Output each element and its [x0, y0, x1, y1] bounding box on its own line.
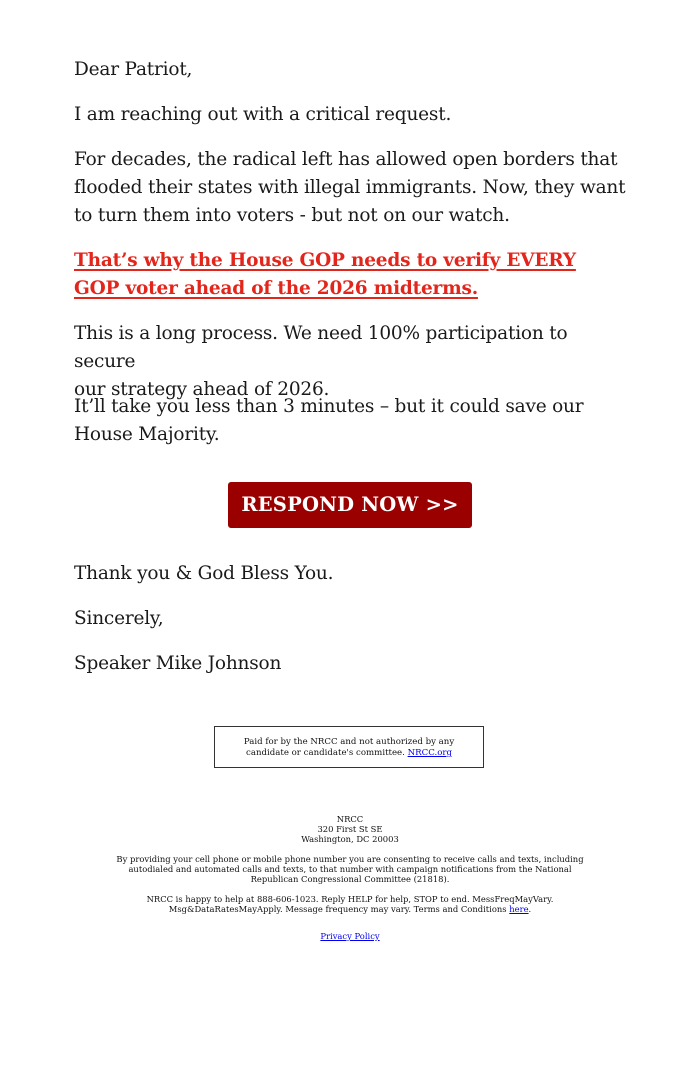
footer-address — [0, 814, 700, 844]
process-line-2: our strategy ahead of 2026. — [74, 379, 330, 400]
thanks-line: Thank you & God Bless You. — [74, 563, 334, 584]
disclaimer-line-1: Paid for by the NRCC and not authorized by any — [243, 737, 455, 747]
closing-line: Sincerely, — [74, 608, 164, 629]
headline-line-2[interactable]: GOP voter ahead of the 2026 midterms. — [74, 278, 478, 299]
intro-paragraph: I am reaching out with a critical request. — [74, 104, 452, 125]
help-line-2: Msg&DataRatesMayApply. Message frequency may vary. Terms and Conditions here. — [168, 904, 532, 914]
consent-line-2: autodialed and automated calls and texts, to that number with campaign notifications from the National — [128, 864, 572, 874]
minutes-line-1: It’ll take you less than 3 minutes – but it could save our — [74, 396, 584, 417]
help-line-2-text: Msg&DataRatesMayApply. Message frequency may vary. Terms and Conditions — [168, 904, 507, 914]
borders-line-1: For decades, the radical left has allowed open borders that — [74, 149, 618, 170]
minutes-line-2: House Majority. — [74, 424, 220, 445]
nrcc-link[interactable]: NRCC.org — [407, 747, 452, 758]
terms-link[interactable]: here — [509, 904, 529, 914]
footer-help — [0, 894, 700, 914]
footer-street: 320 First St SE — [317, 824, 383, 834]
signature: Speaker Mike Johnson — [74, 653, 282, 674]
greeting: Dear Patriot, — [74, 59, 193, 80]
disclaimer-line-2 — [215, 748, 483, 759]
headline-line-1[interactable]: That’s why the House GOP needs to verify EVERY — [74, 250, 576, 271]
disclaimer-text: candidate or candidate's committee. — [246, 747, 405, 758]
borders-paragraph — [74, 146, 634, 230]
footer-consent — [0, 854, 700, 884]
process-line-1: This is a long process. We need 100% participation to secure — [74, 323, 568, 372]
process-paragraph — [74, 320, 634, 404]
privacy-policy-link[interactable]: Privacy Policy — [320, 931, 380, 941]
footer-privacy — [0, 931, 700, 941]
footer-city: Washington, DC 20003 — [301, 834, 399, 844]
cta-container — [0, 482, 700, 528]
borders-line-2: flooded their states with illegal immigrants. Now, they want — [74, 177, 626, 198]
paid-for-disclaimer — [214, 726, 484, 768]
consent-line-1: By providing your cell phone or mobile phone number you are consenting to receive calls and texts, including — [116, 854, 584, 864]
minutes-paragraph — [74, 393, 634, 449]
borders-line-3: to turn them into voters - but not on our watch. — [74, 205, 510, 226]
footer-org: NRCC — [336, 814, 364, 824]
headline-link[interactable] — [74, 247, 634, 303]
consent-line-3: Republican Congressional Committee (21818). — [250, 874, 450, 884]
respond-now-button[interactable]: RESPOND NOW >> — [228, 482, 472, 528]
help-line-1: NRCC is happy to help at 888-606-1023. Reply HELP for help, STOP to end. MessFreqMayVary. — [146, 894, 554, 904]
